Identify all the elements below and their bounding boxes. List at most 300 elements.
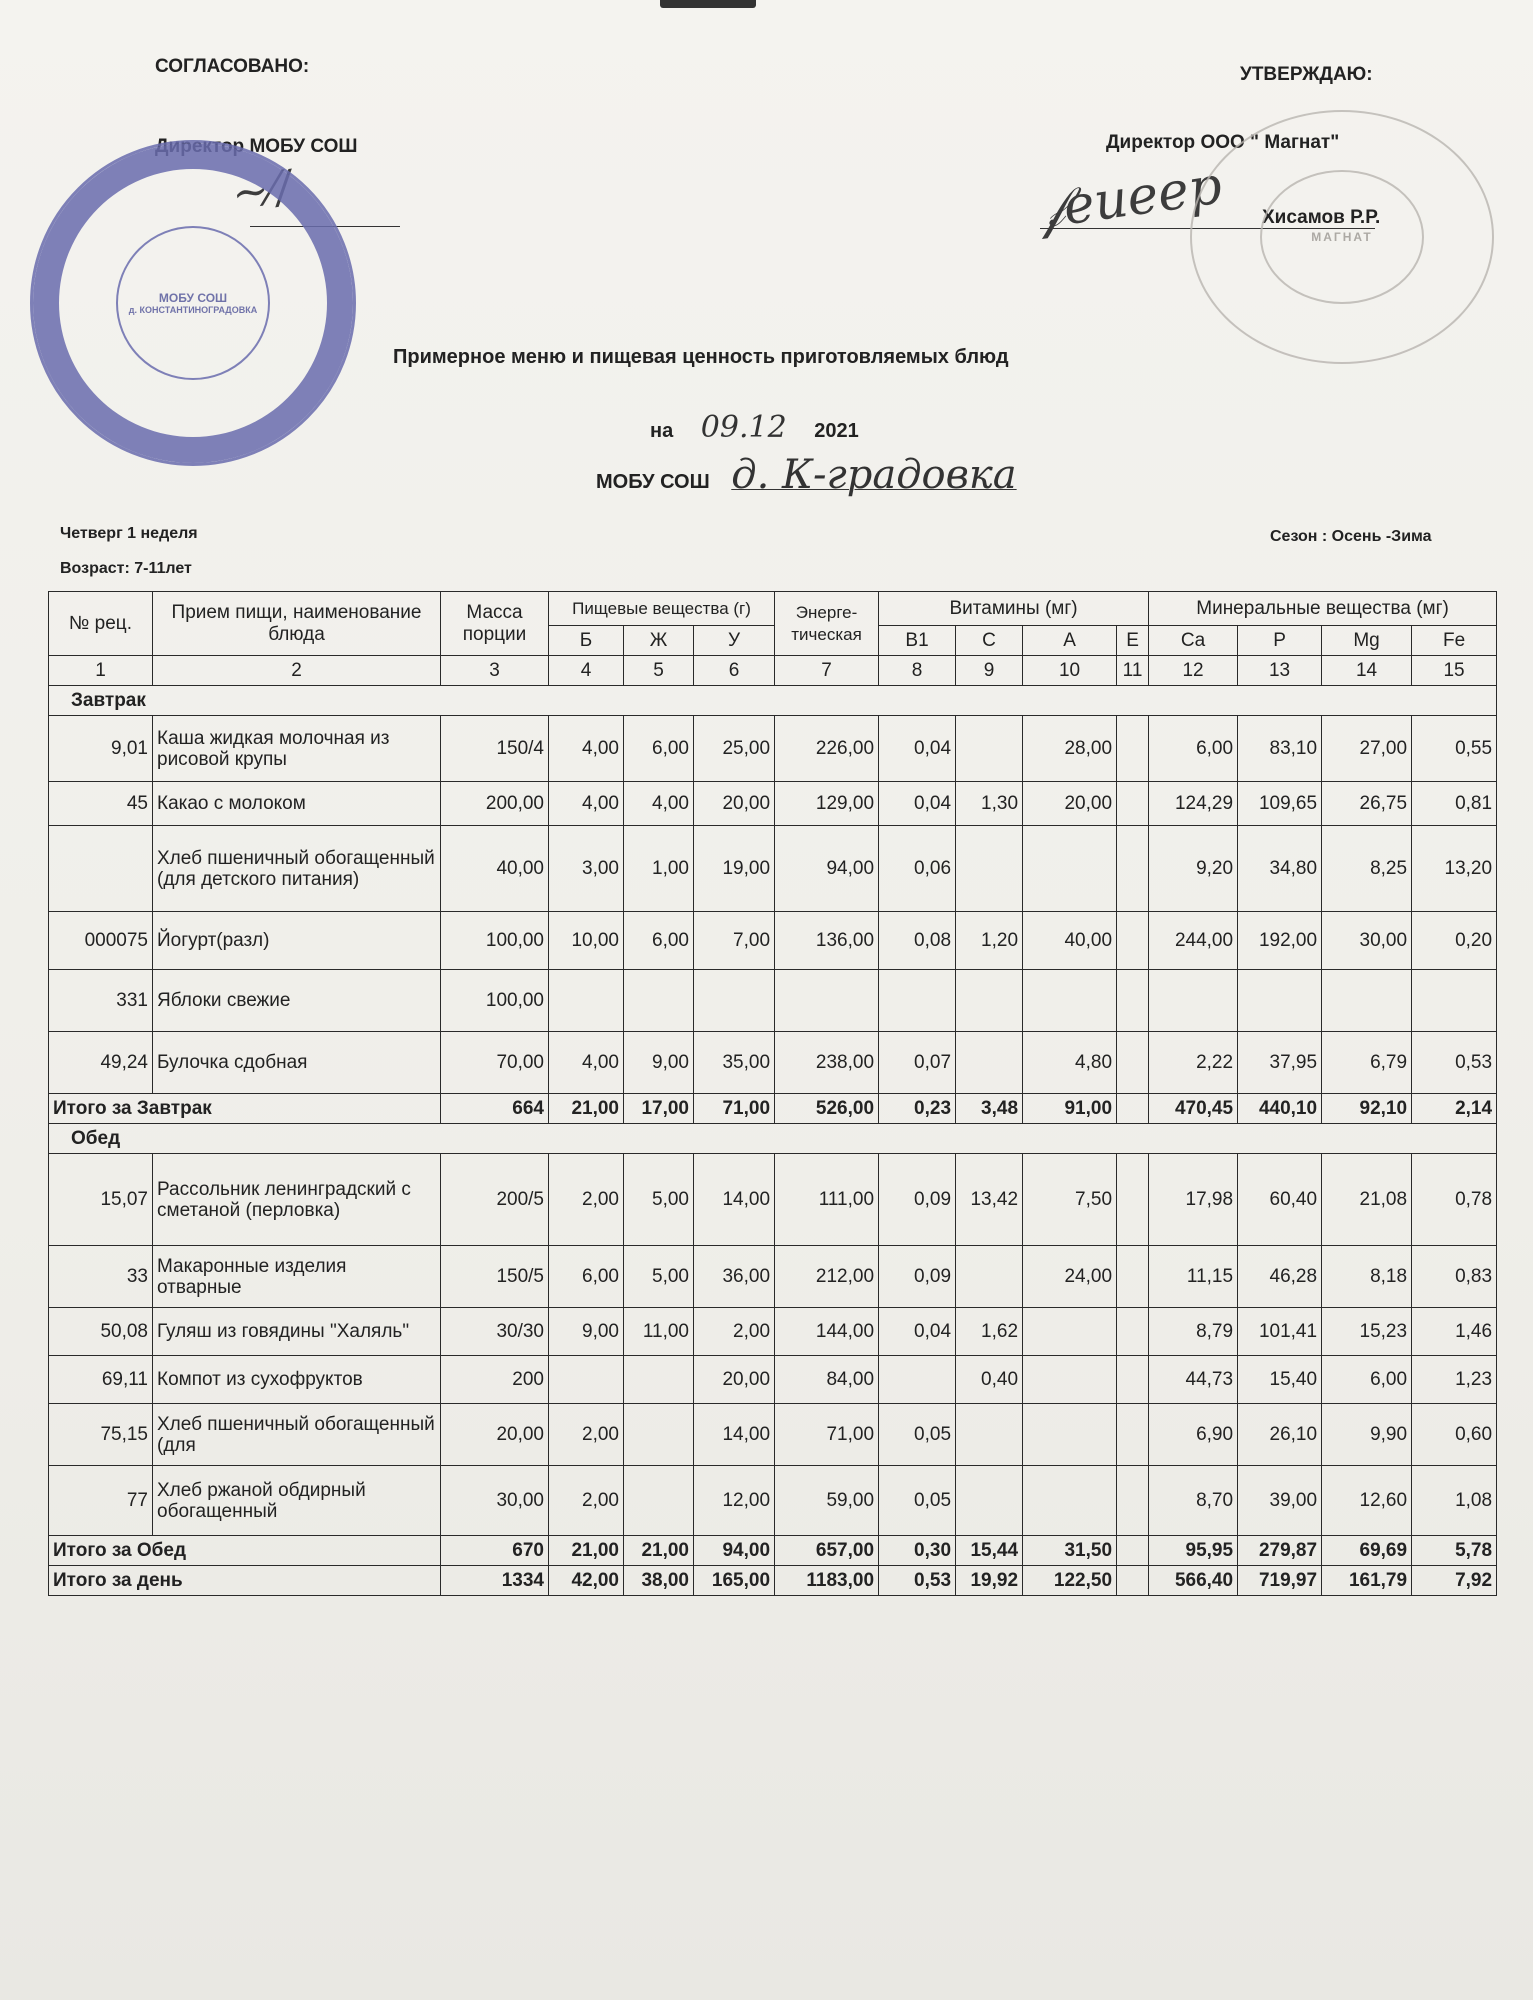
- total-cell-c: 3,48: [956, 1094, 1023, 1124]
- subheader-10: Fe: [1412, 626, 1497, 656]
- approval-right-position: Директор ООО " Магнат": [1106, 132, 1340, 153]
- cell-b: 6,00: [549, 1246, 624, 1308]
- total-cell-mg: 92,10: [1322, 1094, 1412, 1124]
- header-minerals: Минеральные вещества (мг): [1149, 592, 1497, 626]
- total-day-label: Итого за день: [49, 1566, 441, 1596]
- cell-rec: 45: [49, 782, 153, 826]
- cell-u: 35,00: [694, 1032, 775, 1094]
- table-row: [49, 1308, 1497, 1356]
- total-cell-a: 122,50: [1023, 1566, 1117, 1596]
- total-cell-b1: 0,23: [879, 1094, 956, 1124]
- cell-name: Хлеб ржаной обдирный обогащенный: [153, 1466, 441, 1536]
- cell-c: 13,42: [956, 1154, 1023, 1246]
- page-title: Примерное меню и пищевая ценность приготовляемых блюд: [393, 346, 1009, 368]
- cell-u: 14,00: [694, 1404, 775, 1466]
- cell-c: [956, 1032, 1023, 1094]
- total-cell-e: [1117, 1094, 1149, 1124]
- total-cell-mass: 664: [441, 1094, 549, 1124]
- total-cell-en: 1183,00: [775, 1566, 879, 1596]
- column-number-6: 6: [694, 656, 775, 686]
- cell-b: 4,00: [549, 782, 624, 826]
- total-cell-b1: 0,30: [879, 1536, 956, 1566]
- cell-b: 2,00: [549, 1466, 624, 1536]
- cell-en: 71,00: [775, 1404, 879, 1466]
- cell-b1: 0,04: [879, 716, 956, 782]
- section-breakfast: [49, 686, 1497, 716]
- cell-rec: 15,07: [49, 1154, 153, 1246]
- column-number-1: 1: [49, 656, 153, 686]
- cell-p: 15,40: [1238, 1356, 1322, 1404]
- cell-rec: 69,11: [49, 1356, 153, 1404]
- total-cell-ca: 566,40: [1149, 1566, 1238, 1596]
- date-handwritten: 09.12: [700, 410, 787, 445]
- cell-mg: 8,25: [1322, 826, 1412, 912]
- cell-a: 7,50: [1023, 1154, 1117, 1246]
- subheader-3: В1: [879, 626, 956, 656]
- school-handwritten: д. К-градовка: [731, 452, 1017, 498]
- cell-mg: 30,00: [1322, 912, 1412, 970]
- cell-mass: 20,00: [441, 1404, 549, 1466]
- cell-en: [775, 970, 879, 1032]
- cell-mg: [1322, 970, 1412, 1032]
- cell-fe: [1412, 970, 1497, 1032]
- cell-e: [1117, 1032, 1149, 1094]
- cell-a: 24,00: [1023, 1246, 1117, 1308]
- cell-mass: 200: [441, 1356, 549, 1404]
- cell-rec: 50,08: [49, 1308, 153, 1356]
- cell-rec: 33: [49, 1246, 153, 1308]
- table-row: [49, 1246, 1497, 1308]
- total-cell-en: 657,00: [775, 1536, 879, 1566]
- total-cell-mg: 161,79: [1322, 1566, 1412, 1596]
- subheader-9: Mg: [1322, 626, 1412, 656]
- cell-en: 238,00: [775, 1032, 879, 1094]
- cell-zh: [624, 1356, 694, 1404]
- total-cell-ca: 470,45: [1149, 1094, 1238, 1124]
- header-vitamins: Витамины (мг): [879, 592, 1149, 626]
- cell-c: [956, 970, 1023, 1032]
- cell-en: 111,00: [775, 1154, 879, 1246]
- cell-a: [1023, 1356, 1117, 1404]
- total-cell-zh: 17,00: [624, 1094, 694, 1124]
- cell-u: 7,00: [694, 912, 775, 970]
- cell-ca: 44,73: [1149, 1356, 1238, 1404]
- cell-b1: 0,05: [879, 1404, 956, 1466]
- cell-b: 2,00: [549, 1404, 624, 1466]
- cell-e: [1117, 1308, 1149, 1356]
- cell-u: 14,00: [694, 1154, 775, 1246]
- cell-mass: 30,00: [441, 1466, 549, 1536]
- cell-name: Какао с молоком: [153, 782, 441, 826]
- left-stamp-text: МОБУ СОШ: [158, 291, 228, 305]
- cell-fe: 0,81: [1412, 782, 1497, 826]
- cell-c: [956, 716, 1023, 782]
- cell-c: [956, 1404, 1023, 1466]
- total-cell-p: 719,97: [1238, 1566, 1322, 1596]
- total-cell-zh: 38,00: [624, 1566, 694, 1596]
- cell-p: 83,10: [1238, 716, 1322, 782]
- subheader-0: Б: [549, 626, 624, 656]
- cell-ca: [1149, 970, 1238, 1032]
- meta-age: Возраст: 7-11лет: [60, 560, 192, 577]
- cell-c: 1,30: [956, 782, 1023, 826]
- cell-b1: 0,07: [879, 1032, 956, 1094]
- cell-fe: 0,55: [1412, 716, 1497, 782]
- left-stamp-inner: [116, 226, 270, 380]
- cell-zh: 6,00: [624, 716, 694, 782]
- cell-name: Гуляш из говядины "Халяль": [153, 1308, 441, 1356]
- cell-mg: 6,79: [1322, 1032, 1412, 1094]
- cell-en: 129,00: [775, 782, 879, 826]
- cell-ca: 8,70: [1149, 1466, 1238, 1536]
- cell-b: 4,00: [549, 716, 624, 782]
- total-cell-b: 42,00: [549, 1566, 624, 1596]
- total-cell-p: 440,10: [1238, 1094, 1322, 1124]
- left-stamp-subtext: д. КОНСТАНТИНОГРАДОВКА: [128, 305, 258, 315]
- cell-fe: 0,60: [1412, 1404, 1497, 1466]
- approval-right-name: Хисамов Р.Р.: [1262, 207, 1381, 228]
- subheader-5: А: [1023, 626, 1117, 656]
- table-row: [49, 1356, 1497, 1404]
- date-line: [650, 410, 859, 445]
- cell-ca: 244,00: [1149, 912, 1238, 970]
- cell-u: [694, 970, 775, 1032]
- cell-mg: 15,23: [1322, 1308, 1412, 1356]
- cell-name: Рассольник ленинградский с сметаной (перловка): [153, 1154, 441, 1246]
- cell-p: [1238, 970, 1322, 1032]
- cell-zh: [624, 970, 694, 1032]
- cell-ca: 11,15: [1149, 1246, 1238, 1308]
- total-cell-b1: 0,53: [879, 1566, 956, 1596]
- cell-u: 12,00: [694, 1466, 775, 1536]
- cell-en: 84,00: [775, 1356, 879, 1404]
- cell-b1: [879, 970, 956, 1032]
- cell-e: [1117, 716, 1149, 782]
- left-signature: ~⁄/: [228, 161, 295, 220]
- total-cell-fe: 7,92: [1412, 1566, 1497, 1596]
- cell-b1: [879, 1356, 956, 1404]
- cell-zh: 5,00: [624, 1246, 694, 1308]
- cell-a: 28,00: [1023, 716, 1117, 782]
- total-cell-a: 31,50: [1023, 1536, 1117, 1566]
- cell-mg: 26,75: [1322, 782, 1412, 826]
- cell-name: Хлеб пшеничный обогащенный (для: [153, 1404, 441, 1466]
- total-cell-a: 91,00: [1023, 1094, 1117, 1124]
- approval-left-title: СОГЛАСОВАНО:: [155, 56, 310, 77]
- cell-fe: 0,20: [1412, 912, 1497, 970]
- column-number-15: 15: [1412, 656, 1497, 686]
- cell-zh: 11,00: [624, 1308, 694, 1356]
- cell-zh: 9,00: [624, 1032, 694, 1094]
- total-cell-c: 15,44: [956, 1536, 1023, 1566]
- cell-fe: 0,83: [1412, 1246, 1497, 1308]
- cell-mg: 8,18: [1322, 1246, 1412, 1308]
- cell-c: 0,40: [956, 1356, 1023, 1404]
- cell-b1: 0,05: [879, 1466, 956, 1536]
- cell-p: 46,28: [1238, 1246, 1322, 1308]
- menu-body: [49, 686, 1497, 1596]
- cell-ca: 8,79: [1149, 1308, 1238, 1356]
- table-row: [49, 716, 1497, 782]
- cell-p: 34,80: [1238, 826, 1322, 912]
- cell-mass: 40,00: [441, 826, 549, 912]
- subheader-2: У: [694, 626, 775, 656]
- cell-zh: 5,00: [624, 1154, 694, 1246]
- cell-p: 192,00: [1238, 912, 1322, 970]
- cell-rec: [49, 826, 153, 912]
- subheader-6: Е: [1117, 626, 1149, 656]
- cell-mass: 200/5: [441, 1154, 549, 1246]
- cell-a: [1023, 826, 1117, 912]
- table-row: [49, 1404, 1497, 1466]
- school-label: МОБУ СОШ: [596, 471, 710, 493]
- cell-b1: 0,08: [879, 912, 956, 970]
- cell-b: 3,00: [549, 826, 624, 912]
- column-number-11: 11: [1117, 656, 1149, 686]
- total-cell-e: [1117, 1536, 1149, 1566]
- cell-mass: 150/4: [441, 716, 549, 782]
- total-day: [49, 1566, 1497, 1596]
- total-breakfast: [49, 1094, 1497, 1124]
- subheader-7: Ca: [1149, 626, 1238, 656]
- approval-left-position: Директор МОБУ СОШ: [155, 136, 358, 157]
- cell-en: 144,00: [775, 1308, 879, 1356]
- cell-name: Булочка сдобная: [153, 1032, 441, 1094]
- cell-p: 37,95: [1238, 1032, 1322, 1094]
- cell-ca: 6,90: [1149, 1404, 1238, 1466]
- total-cell-b: 21,00: [549, 1536, 624, 1566]
- cell-b1: 0,09: [879, 1246, 956, 1308]
- cell-mass: 30/30: [441, 1308, 549, 1356]
- right-stamp: [1190, 110, 1494, 364]
- cell-b1: 0,09: [879, 1154, 956, 1246]
- cell-a: [1023, 970, 1117, 1032]
- left-stamp: [30, 140, 356, 466]
- cell-rec: 49,24: [49, 1032, 153, 1094]
- right-stamp-inner: МАГНАТ: [1260, 170, 1424, 304]
- section-lunch: [49, 1124, 1497, 1154]
- section-breakfast-label: Завтрак: [49, 686, 1497, 716]
- meta-season: Сезон : Осень -Зима: [1270, 528, 1432, 545]
- cell-zh: [624, 1404, 694, 1466]
- total-cell-mass: 1334: [441, 1566, 549, 1596]
- total-lunch-label: Итого за Обед: [49, 1536, 441, 1566]
- cell-c: [956, 826, 1023, 912]
- cell-rec: 77: [49, 1466, 153, 1536]
- column-number-2: 2: [153, 656, 441, 686]
- column-number-9: 9: [956, 656, 1023, 686]
- cell-b: 4,00: [549, 1032, 624, 1094]
- approval-right-title: УТВЕРЖДАЮ:: [1240, 64, 1373, 85]
- cell-p: 39,00: [1238, 1466, 1322, 1536]
- school-line: [596, 452, 1017, 498]
- cell-u: 2,00: [694, 1308, 775, 1356]
- meta-day: Четверг 1 неделя: [60, 525, 198, 542]
- table-row: [49, 1032, 1497, 1094]
- page-clip: [660, 0, 756, 8]
- cell-c: 1,62: [956, 1308, 1023, 1356]
- cell-p: 60,40: [1238, 1154, 1322, 1246]
- cell-b1: 0,06: [879, 826, 956, 912]
- cell-rec: 75,15: [49, 1404, 153, 1466]
- column-number-10: 10: [1023, 656, 1117, 686]
- cell-u: 20,00: [694, 782, 775, 826]
- cell-en: 212,00: [775, 1246, 879, 1308]
- menu-table: [48, 591, 1497, 1596]
- column-number-12: 12: [1149, 656, 1238, 686]
- cell-fe: 1,08: [1412, 1466, 1497, 1536]
- cell-mass: 100,00: [441, 970, 549, 1032]
- cell-u: 36,00: [694, 1246, 775, 1308]
- total-cell-fe: 2,14: [1412, 1094, 1497, 1124]
- column-number-row: [49, 656, 1497, 686]
- cell-u: 25,00: [694, 716, 775, 782]
- cell-name: Хлеб пшеничный обогащенный (для детского питания): [153, 826, 441, 912]
- right-signature: 𝒻eиеер: [1036, 155, 1226, 241]
- cell-b1: 0,04: [879, 1308, 956, 1356]
- cell-name: Каша жидкая молочная из рисовой крупы: [153, 716, 441, 782]
- cell-e: [1117, 912, 1149, 970]
- cell-e: [1117, 1154, 1149, 1246]
- column-number-7: 7: [775, 656, 879, 686]
- table-row: [49, 826, 1497, 912]
- cell-b: 2,00: [549, 1154, 624, 1246]
- total-cell-b: 21,00: [549, 1094, 624, 1124]
- cell-zh: [624, 1466, 694, 1536]
- cell-ca: 2,22: [1149, 1032, 1238, 1094]
- total-cell-e: [1117, 1566, 1149, 1596]
- header-nutrients: Пищевые вещества (г): [549, 592, 775, 626]
- cell-fe: 0,53: [1412, 1032, 1497, 1094]
- section-lunch-label: Обед: [49, 1124, 1497, 1154]
- total-cell-mg: 69,69: [1322, 1536, 1412, 1566]
- total-cell-ca: 95,95: [1149, 1536, 1238, 1566]
- header-energy: Энерге-тическая: [775, 592, 879, 656]
- cell-name: Йогурт(разл): [153, 912, 441, 970]
- cell-fe: 1,23: [1412, 1356, 1497, 1404]
- cell-name: Компот из сухофруктов: [153, 1356, 441, 1404]
- total-breakfast-label: Итого за Завтрак: [49, 1094, 441, 1124]
- cell-name: Яблоки свежие: [153, 970, 441, 1032]
- total-cell-fe: 5,78: [1412, 1536, 1497, 1566]
- cell-ca: 9,20: [1149, 826, 1238, 912]
- cell-c: [956, 1466, 1023, 1536]
- cell-zh: 6,00: [624, 912, 694, 970]
- date-year: 2021: [814, 420, 859, 442]
- total-cell-u: 94,00: [694, 1536, 775, 1566]
- subheader-4: С: [956, 626, 1023, 656]
- cell-c: 1,20: [956, 912, 1023, 970]
- subheader-1: Ж: [624, 626, 694, 656]
- header-dish: Прием пищи, наименование блюда: [153, 592, 441, 656]
- cell-b: 10,00: [549, 912, 624, 970]
- cell-e: [1117, 1466, 1149, 1536]
- cell-c: [956, 1246, 1023, 1308]
- cell-u: 19,00: [694, 826, 775, 912]
- cell-mg: 6,00: [1322, 1356, 1412, 1404]
- cell-p: 101,41: [1238, 1308, 1322, 1356]
- total-cell-c: 19,92: [956, 1566, 1023, 1596]
- cell-a: 4,80: [1023, 1032, 1117, 1094]
- cell-en: 94,00: [775, 826, 879, 912]
- column-number-4: 4: [549, 656, 624, 686]
- cell-b: [549, 1356, 624, 1404]
- cell-e: [1117, 1246, 1149, 1308]
- total-cell-en: 526,00: [775, 1094, 879, 1124]
- column-number-3: 3: [441, 656, 549, 686]
- cell-ca: 17,98: [1149, 1154, 1238, 1246]
- table-row: [49, 970, 1497, 1032]
- table-row: [49, 912, 1497, 970]
- total-cell-zh: 21,00: [624, 1536, 694, 1566]
- cell-e: [1117, 970, 1149, 1032]
- cell-a: [1023, 1466, 1117, 1536]
- cell-zh: 1,00: [624, 826, 694, 912]
- cell-name: Макаронные изделия отварные: [153, 1246, 441, 1308]
- cell-b1: 0,04: [879, 782, 956, 826]
- cell-b: 9,00: [549, 1308, 624, 1356]
- cell-mass: 200,00: [441, 782, 549, 826]
- total-cell-u: 165,00: [694, 1566, 775, 1596]
- subheader-8: P: [1238, 626, 1322, 656]
- column-number-14: 14: [1322, 656, 1412, 686]
- total-lunch: [49, 1536, 1497, 1566]
- cell-a: [1023, 1308, 1117, 1356]
- date-prefix: на: [650, 420, 674, 442]
- cell-a: [1023, 1404, 1117, 1466]
- cell-en: 59,00: [775, 1466, 879, 1536]
- cell-b: [549, 970, 624, 1032]
- total-cell-p: 279,87: [1238, 1536, 1322, 1566]
- cell-mass: 150/5: [441, 1246, 549, 1308]
- cell-a: 20,00: [1023, 782, 1117, 826]
- cell-e: [1117, 826, 1149, 912]
- table-row: [49, 782, 1497, 826]
- table-row: [49, 1154, 1497, 1246]
- column-number-8: 8: [879, 656, 956, 686]
- cell-mg: 12,60: [1322, 1466, 1412, 1536]
- cell-rec: 9,01: [49, 716, 153, 782]
- cell-e: [1117, 1404, 1149, 1466]
- cell-mass: 100,00: [441, 912, 549, 970]
- table-row: [49, 1466, 1497, 1536]
- cell-p: 26,10: [1238, 1404, 1322, 1466]
- header-mass: Масса порции: [441, 592, 549, 656]
- total-cell-u: 71,00: [694, 1094, 775, 1124]
- column-number-5: 5: [624, 656, 694, 686]
- cell-p: 109,65: [1238, 782, 1322, 826]
- cell-en: 226,00: [775, 716, 879, 782]
- cell-a: 40,00: [1023, 912, 1117, 970]
- cell-zh: 4,00: [624, 782, 694, 826]
- cell-rec: 331: [49, 970, 153, 1032]
- cell-fe: 0,78: [1412, 1154, 1497, 1246]
- total-cell-mass: 670: [441, 1536, 549, 1566]
- cell-mg: 9,90: [1322, 1404, 1412, 1466]
- cell-fe: 1,46: [1412, 1308, 1497, 1356]
- cell-mg: 27,00: [1322, 716, 1412, 782]
- cell-u: 20,00: [694, 1356, 775, 1404]
- cell-mg: 21,08: [1322, 1154, 1412, 1246]
- cell-e: [1117, 1356, 1149, 1404]
- cell-en: 136,00: [775, 912, 879, 970]
- header-rec-no: № рец.: [49, 592, 153, 656]
- cell-ca: 6,00: [1149, 716, 1238, 782]
- column-number-13: 13: [1238, 656, 1322, 686]
- cell-fe: 13,20: [1412, 826, 1497, 912]
- cell-mass: 70,00: [441, 1032, 549, 1094]
- cell-ca: 124,29: [1149, 782, 1238, 826]
